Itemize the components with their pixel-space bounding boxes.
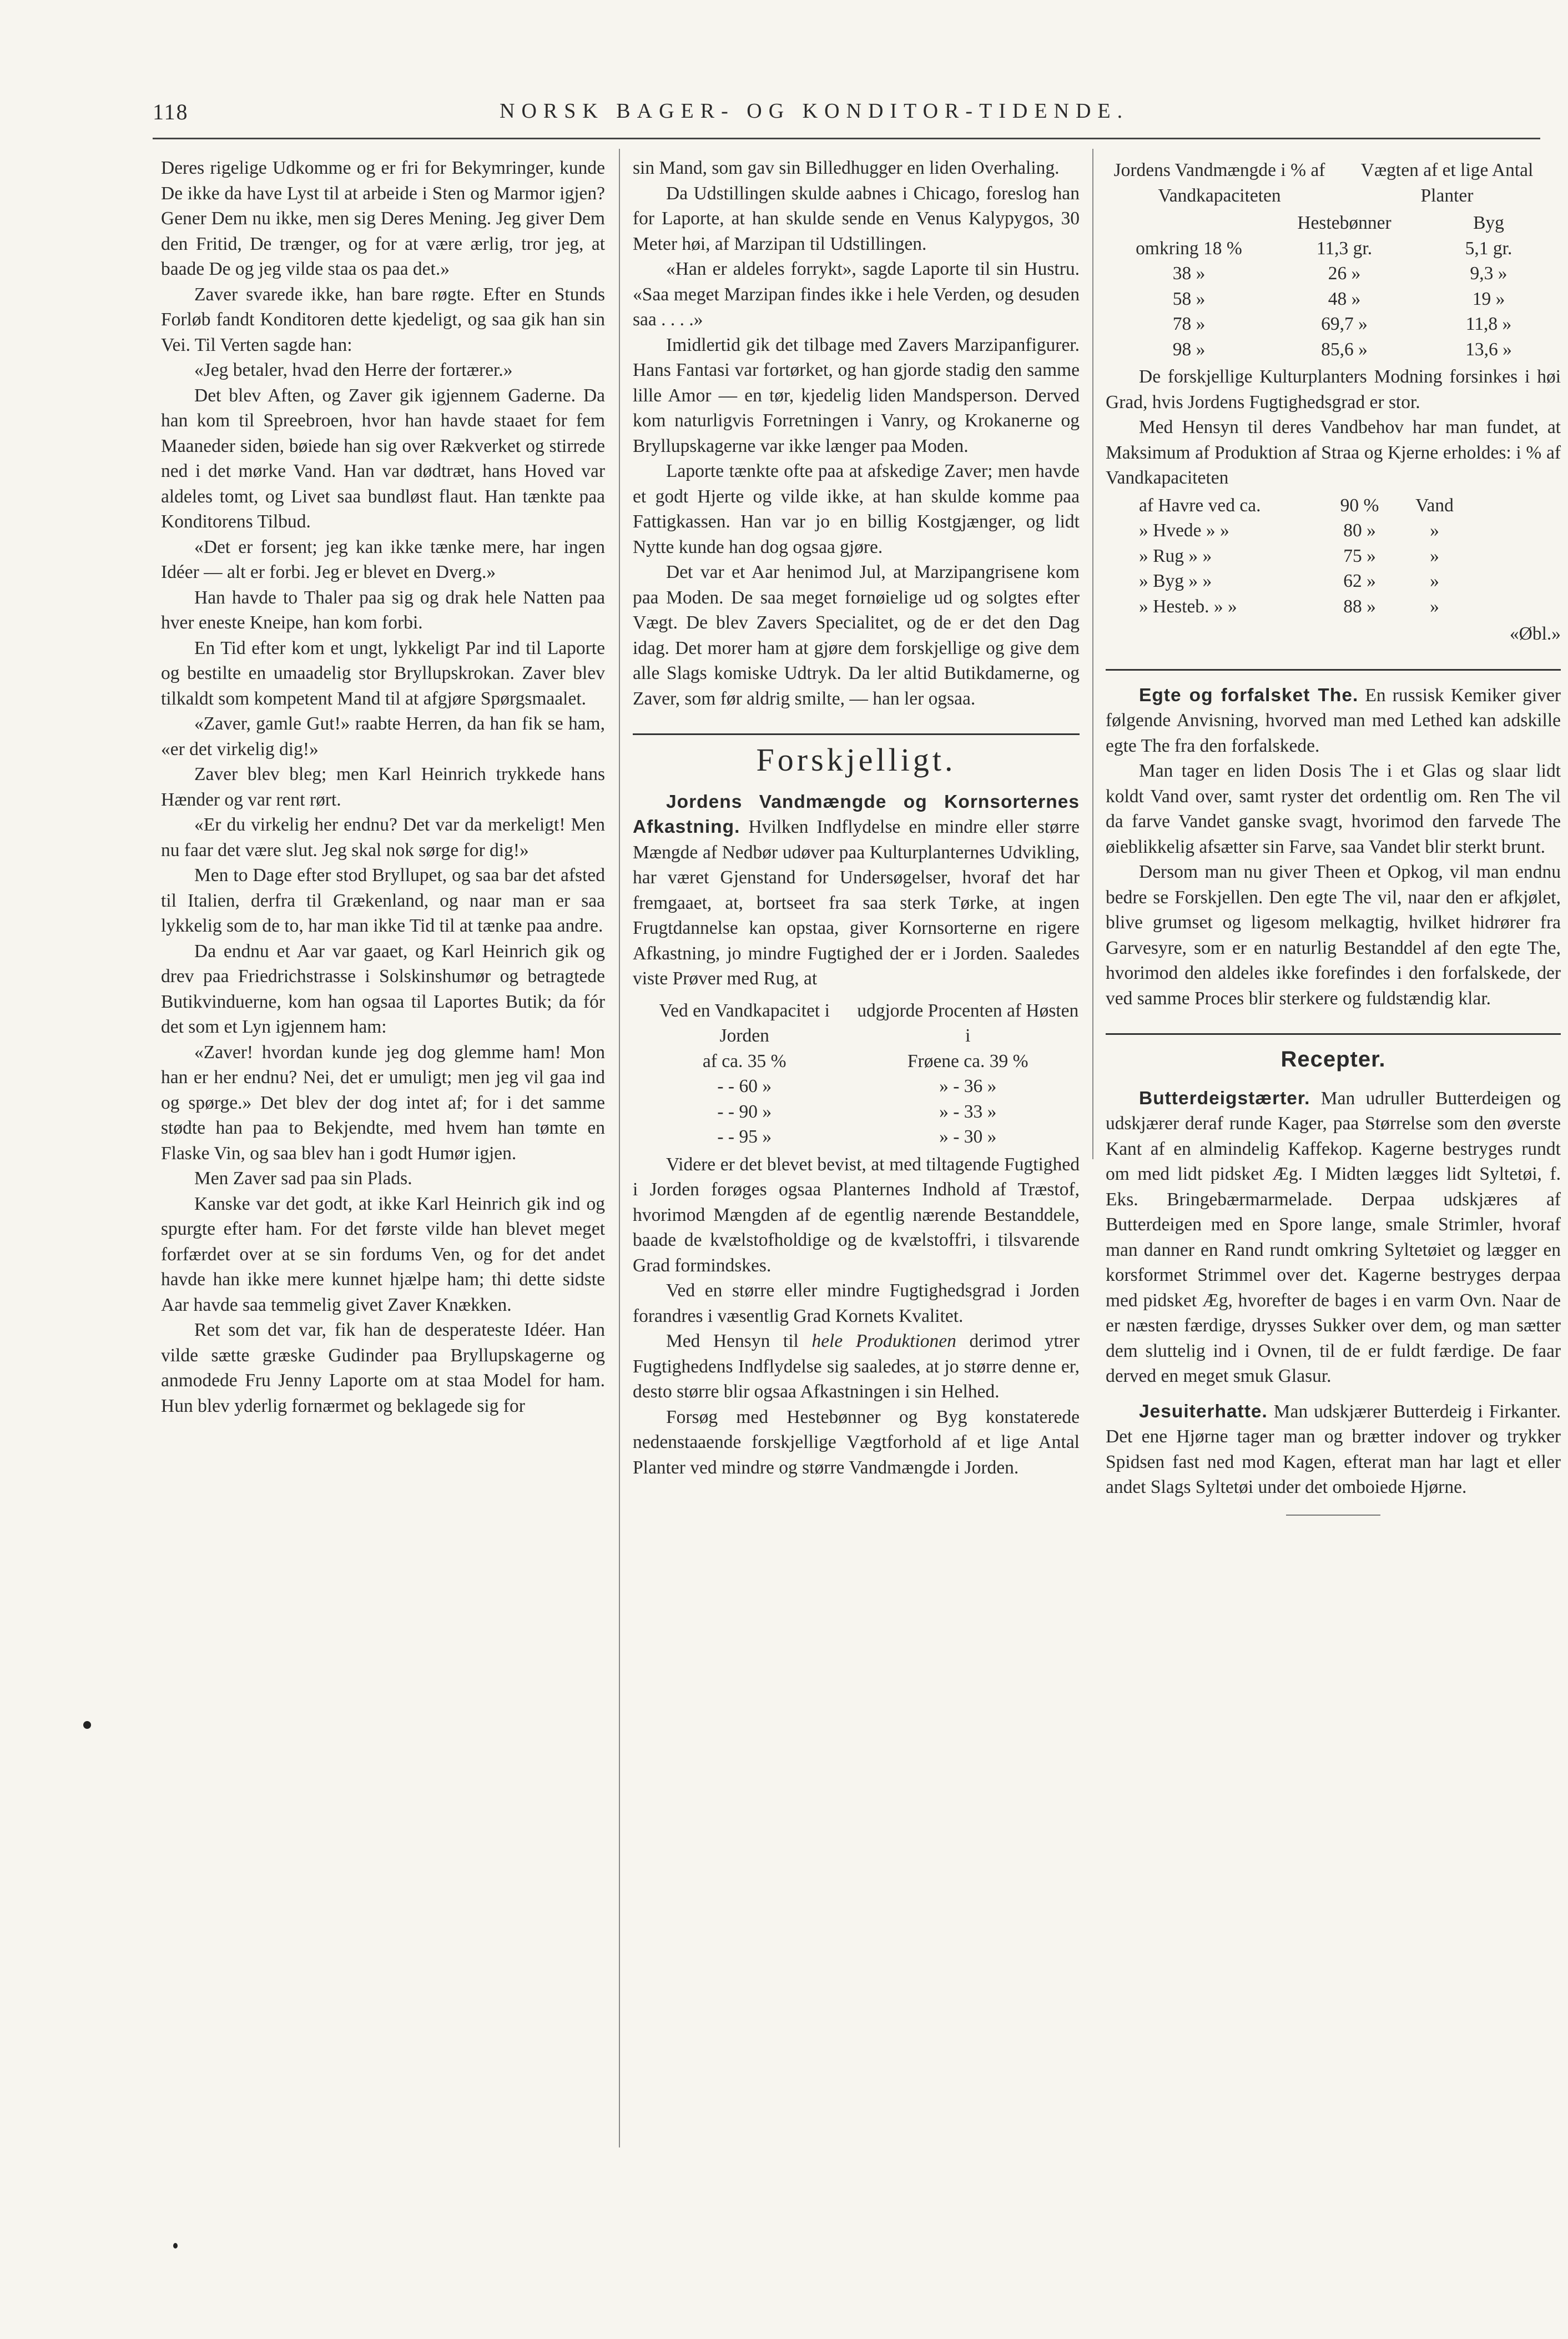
table-cell: 11,3 gr. (1316, 238, 1373, 259)
paragraph: «Jeg betaler, hvad den Herre der fortærer.» (194, 360, 513, 380)
table-cell: 78 » (1172, 314, 1206, 334)
table-cell: omkring 18 % (1136, 238, 1242, 259)
paragraph: Dersom man nu giver Theen et Opkog, vil man endnu bedre se Forskjellen. Den egte The vil, naar den er afkjølet, blive grumset og ligesom melkagtig, hvilket hidrører fra Garvesyre, som er en naturlig Bestanddel af den egte The, hvorimod den aldeles ikke forefindes i den forfalskede, der ved samme Proces blir sterkere og fuldstændig klar. (1106, 862, 1561, 1009)
paragraph: Laporte tænkte ofte paa at afskedige Zaver; men havde et godt Hjerte og vilde ikke, at han skulde komme paa Fattigkassen. Han var jo en billig Kostgjænger, og lidt Nytte kunde han dog ogsaa gjøre. (633, 461, 1080, 557)
article-text: En russisk Kemiker giver følgende Anvisning, hvorved man med Lethed kan adskille egte The fra den forfalskede. (1106, 685, 1561, 756)
section-rule (1106, 1033, 1561, 1035)
paragraph: Videre er det blevet bevist, at med tiltagende Fugtighed i Jorden forøges ogsaa Planternes Indhold af Træstof, hvorimod Mængden af de egentlig nærende Bestanddele, baade de kvælstofholdige og de kvælstoffri, i tilsvarende Grad formindskes. (633, 1154, 1080, 1276)
paragraph (633, 1329, 1080, 1405)
article-jesuiterhatte (1106, 1399, 1561, 1500)
table-cell: af Havre ved ca. (1139, 495, 1261, 516)
paragraph: «Han er aldeles forrykt», sagde Laporte til sin Hustru. «Saa meget Marzipan findes ikke i hele Verden, og desuden saa . . . .» (633, 259, 1080, 330)
article-title: Egte og forfalsket The. (1139, 685, 1359, 706)
table-cell: » - 30 » (939, 1126, 997, 1147)
page-header-title: NORSK BAGER- OG KONDITOR-TIDENDE. (500, 99, 1130, 123)
table-cell: » (1430, 596, 1439, 617)
article-text: Man udruller Butterdeigen og udskjærer deraf runde Kager, paa Størrelse som den øverste Kant af en almindelig Kaffekop. Kagerne bestryges rundt om med lidt pidsket Æg. I Midten lægges lidt Syltetøi, f. Eks. Bringebærmarmelade. Derpaa udskjæres af Butterdeigen med en Spore lange, smale Strimler, hvoraf man danner en Rand rundt omkring Syltetøiet og lægger en korsformet Strimmel over det. Kagerne bestryges derpaa med pidsket Æg, hvorefter de bages i en varm Ovn. Naar de er næsten færdige, drysses Sukker over dem, og man sætter dem sluttelig ind i Ovnen, til de er fuldt færdige. De faar derved en meget smuk Glasur. (1106, 1088, 1561, 1386)
paragraph: Det var et Aar henimod Jul, at Marzipangrisene kom paa Moden. De saa meget fornøielige ud og solgtes efter Vægt. De blev Zavers Specialitet, og de er det den Dag idag. Det morer ham at gjøre dem forskjellige og give dem alle Slags komiske Udtryk. Da ler altid Butikdamerne, og Zaver, som før aldrig smilte, — han ler ogsaa. (633, 562, 1080, 709)
table-cell: 9,3 » (1470, 263, 1508, 284)
table-cell: 48 » (1328, 288, 1361, 309)
table-cell: » Hesteb. » » (1139, 596, 1237, 617)
section-rule (1106, 669, 1561, 671)
table-cell: 98 » (1172, 339, 1206, 360)
table-cell: af ca. 35 % (702, 1050, 786, 1072)
column-3 (1106, 155, 1561, 1530)
weight-table (1106, 210, 1561, 362)
paragraph: Ret som det var, fik han de desperateste Idéer. Han vilde sætte græske Gudinder paa Bryllupskagerne og anmodede Fru Jenny Laporte om at staa Model for ham. Hun blev yderlig fornærmet og beklagede sig for (161, 1320, 605, 1416)
article-title: Jesuiterhatte. (1139, 1401, 1268, 1422)
table-cell: » - 36 » (939, 1076, 997, 1096)
table-cell: » (1430, 545, 1439, 566)
paragraph: Det blev Aften, og Zaver gik igjennem Gaderne. Da han kom til Spreebroen, hvor han havde staaet for fem Maaneder siden, bøiede han sig over Rækverket og stirrede ned i det mørke Vand. Han var dødtræt, hans Hoved var aldeles tomt, og Livet saa bundløst flaut. Han tænkte paa Konditorens Tilbud. (161, 385, 605, 532)
paragraph: En Tid efter kom et ungt, lykkeligt Par ind til Laporte og bestilte en umaadelig stor Bryllupskrokan. Zaver blev tilkaldt som kompetent Mand til at afgjøre Spørgsmaalet. (161, 637, 605, 709)
paragraph: Zaver svarede ikke, han bare røgte. Efter en Stunds Forløb fandt Konditoren dette kjedeligt, og saa gik han sin Vei. Til Verten sagde han: (161, 284, 605, 355)
section-title-recepter: Recepter. (1280, 1047, 1386, 1072)
column-divider-1 (619, 149, 620, 2147)
column-divider-2 (1092, 149, 1093, 1159)
table-cell: » Hvede » » (1139, 520, 1229, 541)
table-cell: » (1430, 520, 1439, 541)
table-cell: Frøene ca. 39 % (907, 1050, 1028, 1072)
table-cell: - - 90 » (717, 1101, 772, 1122)
table-cell: 75 » (1343, 545, 1376, 566)
table-cell: - - 60 » (717, 1076, 772, 1096)
paragraph: De forskjellige Kulturplanters Modning forsinkes i høi Grad, hvis Jordens Fugtighedsgrad er stor. (1106, 366, 1561, 413)
column-2 (633, 155, 1080, 1480)
article-text: Man udskjærer Butterdeig i Firkanter. Det ene Hjørne tager man og brætter indover og trykker Spidsen fast ned mod Kagen, efterat man har lagt et eller andet Slags Syltetøi under det omboiede Hjørne. (1106, 1401, 1561, 1497)
article-jordens-vandmaengde (633, 789, 1080, 992)
ink-spot (173, 2243, 178, 2249)
table-cell: » - 33 » (939, 1101, 997, 1122)
table-subheader: Hestebønner (1297, 213, 1391, 233)
paragraph: Men to Dage efter stod Bryllupet, og saa bar det afsted til Italien, derfra til Grækenland, og naar man er saa lykkelig som de to, har man ikke Tid til at tænke paa andre. (161, 865, 605, 936)
paragraph: Da Udstillingen skulde aabnes i Chicago, foreslog han for Laporte, at han skulde sende en Venus Kalypygos, 30 Meter høi, af Marzipan til Udstillingen. (633, 183, 1080, 254)
table-cell: 38 » (1172, 263, 1206, 284)
table-cell: 5,1 gr. (1465, 238, 1512, 259)
article-butterdeigstaerter (1106, 1086, 1561, 1389)
table-cell: 26 » (1328, 263, 1361, 284)
table-cell: 19 » (1472, 288, 1505, 309)
table-cell: 80 » (1343, 520, 1376, 541)
article-title: Butterdeigstærter. (1139, 1088, 1310, 1109)
table-cell: 58 » (1172, 288, 1206, 309)
table-subheader (1106, 210, 1272, 236)
paragraph: sin Mand, som gav sin Billedhugger en liden Overhaling. (633, 158, 1060, 178)
paragraph: Med Hensyn til deres Vandbehov har man fundet, at Maksimum af Produktion af Straa og Kjerne erholdes: i % af Vandkapaciteten (1106, 417, 1561, 488)
weight-table-header (1106, 158, 1561, 208)
text: derimod ytrer Fugtighedens Indflydelse sig saaledes, at jo større denne er, desto større blir ogsaa Afkastningen i sin Helhed. (633, 1331, 1080, 1402)
table-cell: 88 » (1343, 596, 1376, 617)
water-need-table (1139, 493, 1472, 620)
paragraph: Forsøg med Hestebønner og Byg konstaterede nedenstaaende forskjellige Vægtforhold af et lige Antal Planter ved mindre og større Vandmængde i Jorden. (633, 1406, 1080, 1478)
paragraph: «Zaver! hvordan kunde jeg dog glemme ham! Mon han er her endnu? Nei, det er umuligt; men jeg vil gaa ind og spørge.» Det blev der dog intet af; for i det samme stødte han paa to Bekjendte, med hvem han tømte en Flaske Vin, og saa blev han i godt Humør igjen. (161, 1042, 605, 1164)
ink-spot (83, 1721, 91, 1729)
table-cell: » Byg » » (1139, 571, 1212, 591)
emphasis: hele Produktionen (811, 1331, 956, 1351)
end-rule (1286, 1515, 1380, 1516)
paragraph: Deres rigelige Udkomme og er fri for Bekymringer, kunde De ikke da have Lyst til at arbeide i Sten og Marmor igjen? Gener Dem nu ikke, men sig Deres Mening. Jeg giver Dem den Fritid, De trænger, og for at være ærlig, tror jeg, at baade De og jeg vilde staa os paa det.» (161, 158, 605, 279)
paragraph: «Zaver, gamle Gut!» raabte Herren, da han fik se ham, «er det virkelig dig!» (161, 713, 605, 759)
article-text: Hvilken Indflydelse en mindre eller større Mængde af Nedbør udøver paa Kulturplanternes Udvikling, har været Gjenstand for Undersøgelser, hvoraf det har fremgaaet, at, bortseet fra saa sterk Tørke, at ingen Frugtdannelse kan opstaa, giver Kornsorterne en rigere Afkastning, jo mindre Fugtighed der er i Jorden. Saaledes viste Prøver med Rug, at (633, 817, 1080, 989)
article-egte-the (1106, 683, 1561, 759)
paragraph: Kanske var det godt, at ikke Karl Heinrich gik ind og spurgte efter ham. For det første vilde han blevet meget forfærdet over at se sin fordums Ven, og for det andet havde han ikke mere kunnet hjælpe ham; thi dette sidste Aar havde saa temmelig givet Zaver Knækken. (161, 1193, 605, 1315)
table-cell: » Rug » » (1139, 545, 1212, 566)
table-header: Jordens Vandmængde i % af Vandkapaciteten (1113, 160, 1325, 206)
table-cell: 62 » (1343, 571, 1376, 591)
text: Med Hensyn til (666, 1331, 812, 1351)
section-title-forskjelligt: Forskjelligt. (756, 742, 956, 778)
table-cell: » (1430, 571, 1439, 591)
paragraph: Man tager en liden Dosis The i et Glas og slaar lidt koldt Vand over, samt ryster det ordentlig om. Ren The vil da farve Vandet ganske svagt, hvorimod den farvede The øieblikkelig afsætter sin Farve, saa Vandet blir sterkt brunt. (1106, 761, 1561, 857)
table-cell: 11,8 » (1465, 314, 1512, 334)
table-subheader: Byg (1473, 213, 1504, 233)
section-rule (633, 733, 1080, 735)
table-header: Ved en Vandkapacitet i Jorden (659, 1000, 830, 1046)
table-cell: 85,6 » (1321, 339, 1368, 360)
table-cell: 13,6 » (1465, 339, 1512, 360)
paragraph: «Det er forsent; jeg kan ikke tænke mere, har ingen Idéer — alt er forbi. Jeg er blevet en Dverg.» (161, 536, 605, 582)
table-cell: 90 % (1340, 495, 1379, 516)
paragraph: Imidlertid gik det tilbage med Zavers Marzipanfigurer. Hans Fantasi var fortørket, og han gjorde stadig den samme lille Amor — en tør, kjedelig liden Mandsperson. Derved kom naturligvis Forretningen i Vanry, og Krokanerne og Bryllupskagerne var ikke længer paa Moden. (633, 334, 1080, 456)
table-cell: 69,7 » (1321, 314, 1368, 334)
paragraph: «Er du virkelig her endnu? Det var da merkeligt! Men nu faar det være slut. Jeg skal nok sørge for dig!» (161, 814, 605, 861)
table-cell: - - 95 » (717, 1126, 772, 1147)
table-cell: Vand (1415, 495, 1454, 516)
paragraph: Da endnu et Aar var gaaet, og Karl Heinrich gik og drev paa Friedrichstrasse i Solskinshumør og betragtede Butikvinduerne, kom han ogsaa til Laportes Butik; da fór det som et Lyn igjennem ham: (161, 940, 605, 1037)
article-title: Jordens Vandmængde og Kornsorternes Afkastning. (633, 791, 1080, 837)
source-note: «Øbl.» (1509, 623, 1561, 644)
paragraph: Ved en større eller mindre Fugtighedsgrad i Jorden forandres i væsentlig Grad Kornets Kvalitet. (633, 1280, 1080, 1326)
paragraph: Men Zaver sad paa sin Plads. (194, 1168, 412, 1189)
page-number: 118 (153, 99, 189, 124)
paragraph: Han havde to Thaler paa sig og drak hele Natten paa hver eneste Kneipe, han kom forbi. (161, 587, 605, 633)
table-header: Vægten af et lige Antal Planter (1360, 160, 1534, 206)
column-1 (161, 155, 605, 1419)
paragraph: Zaver blev bleg; men Karl Heinrich trykkede hans Hænder og var rent rørt. (161, 764, 605, 810)
header-rule (153, 138, 1540, 139)
rye-yield-table (633, 998, 1080, 1150)
table-header: udgjorde Procenten af Høsten i (857, 1000, 1079, 1046)
